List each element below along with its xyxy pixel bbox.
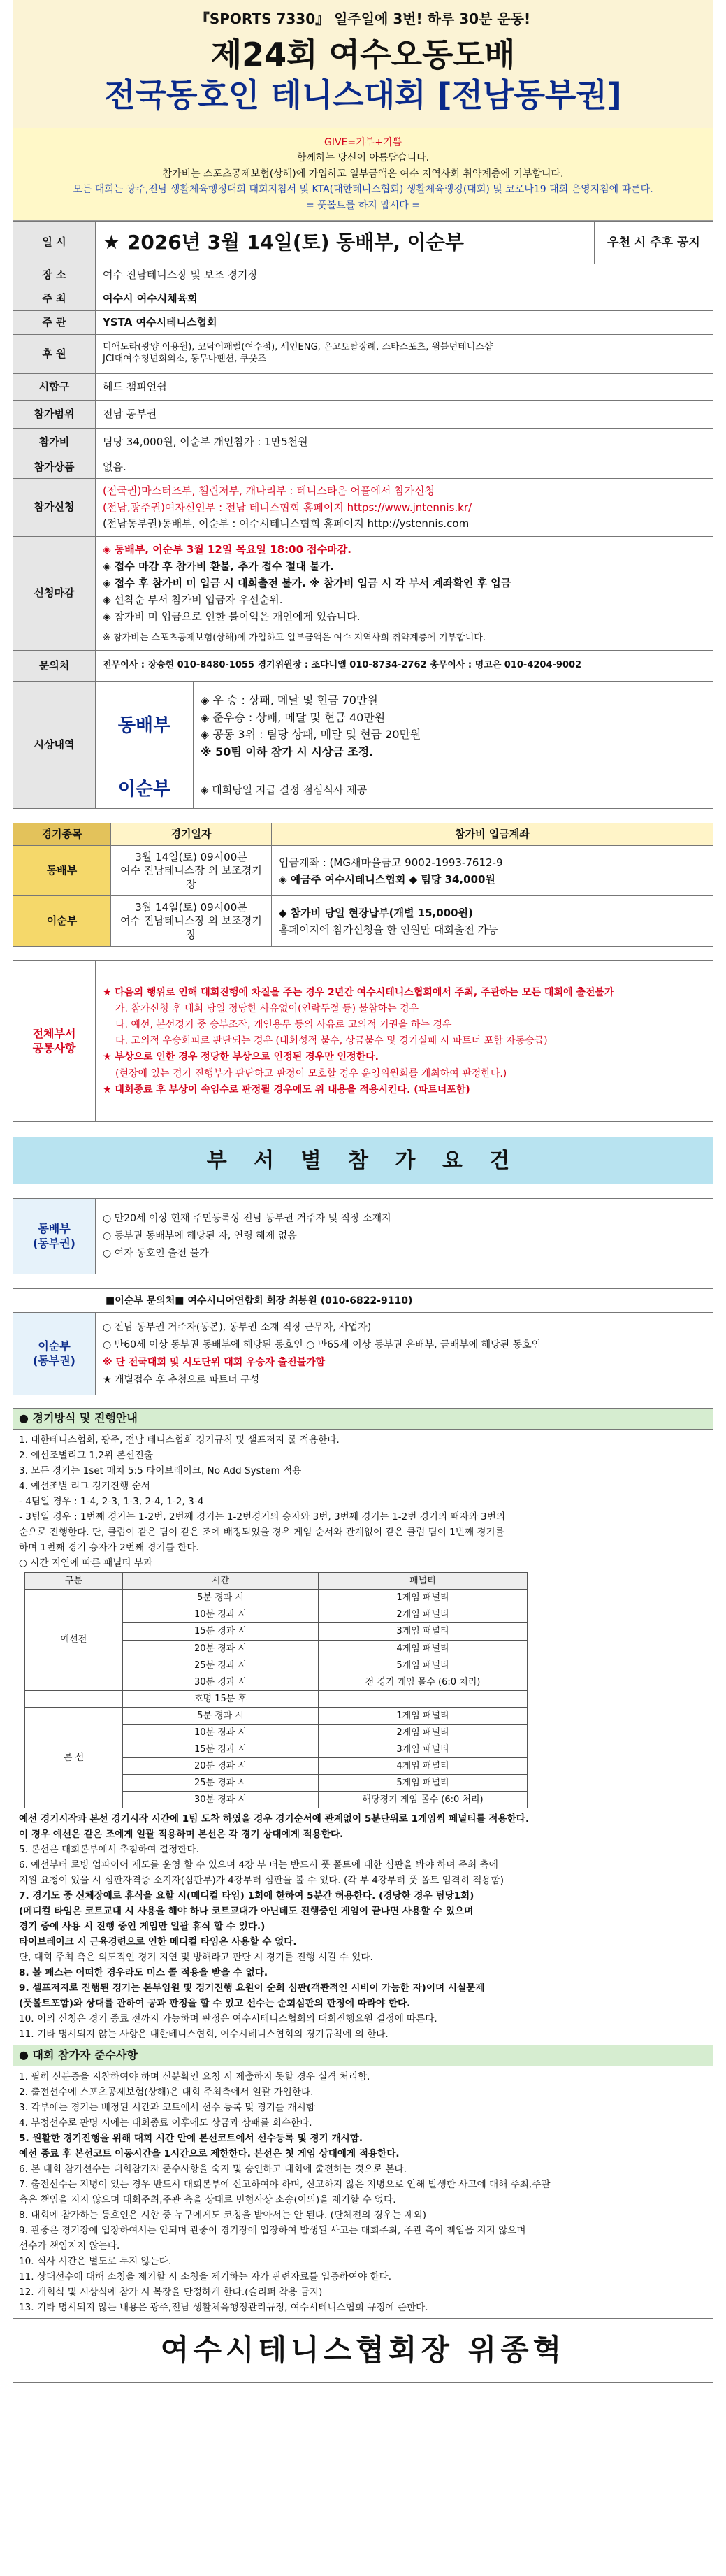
apply-line[interactable]: (전남동부권)동배부, 이순부 : 여수시테니스협회 홈페이지 http://ystennis.com — [103, 517, 470, 530]
schedule-header: 참가비 입금계좌 — [272, 823, 713, 846]
requirements-banner: 부 서 별 참 가 요 건 — [13, 1137, 713, 1184]
deadline-line: ◈ 동배부, 이순부 3월 12일 목요일 18:00 접수마감. — [103, 543, 351, 556]
penalty-cell: 1게임 패널티 — [319, 1590, 528, 1606]
prize-value: 없음. — [96, 456, 713, 479]
penalty-row — [25, 1590, 528, 1606]
req-line: ○ 여자 동호인 출전 불가 — [103, 1248, 209, 1260]
rule-line: 예선 경기시작과 본선 경기시작 시간에 1팀 도착 하였을 경우 경기순서에 관계없이 5분단위로 1게임씩 페널티를 적용한다. — [19, 1813, 530, 1825]
rule-line: 7. 출전선수는 지병이 있는 경우 반드시 대회본부에 신고하여야 하며, 신고하지 않은 지병으로 인해 발생한 사고에 대해 주최,주관 — [19, 2179, 551, 2191]
title-main: 제24회 여수오동도배 — [210, 36, 516, 73]
rule-line: 11. 상대선수에 대해 소청을 제기할 시 소청을 제기하는 자가 관련자료를 입증하여야 한다. — [19, 2271, 392, 2283]
fee-label: 참가비 — [13, 428, 96, 456]
rule-line: 7. 경기도 중 신체장애로 휴식을 요할 시(메디컬 타임) 1회에 한하여 5분간 허용한다. (경당한 경우 팀당1회) — [19, 1890, 474, 1902]
rules-heading: ● 대회 참가자 준수사항 — [13, 2045, 713, 2066]
header — [13, 0, 713, 128]
penalty-cell: 30분 경과 시 — [123, 1674, 319, 1690]
award-table — [13, 681, 713, 809]
footer-signature: 여수시테니스협회장 위종혁 — [13, 2319, 713, 2383]
rule-line: ○ 시간 지연에 따른 패널티 부과 — [19, 1557, 153, 1569]
schedule-account: 홈페이지에 참가신청을 한 인원만 대회출전 가능 — [279, 923, 498, 936]
award-line: ◈ 우 승 : 상패, 메달 및 현금 70만원 — [201, 693, 378, 707]
penalty-cell: 전 경기 게임 몰수 (6:0 처리) — [319, 1674, 528, 1690]
schedule-account: 입금계좌 : (MG새마을금고 9002-1993-7612-9 — [279, 856, 503, 869]
award-isun: 이순부 — [96, 772, 194, 808]
range-value: 전남 동부권 — [96, 400, 713, 428]
req-line: ○ 동부권 동배부에 해당된 자, 연령 해제 없음 — [103, 1230, 297, 1242]
req-isun-label: 이순부 (동부권) — [13, 1313, 96, 1395]
penalty-group: 본 선 — [25, 1707, 123, 1808]
penalty-cell: 1게임 패널티 — [319, 1707, 528, 1724]
req-line: ○ 만60세 이상 동부권 동배부에 해당된 동호인 ○ 만65세 이상 동부권 은배부, 금배부에 해당된 동호인 — [103, 1339, 542, 1351]
penalty-cell: 25분 경과 시 — [123, 1774, 319, 1791]
rule-line: 이 경우 예선은 같은 조에게 일괄 적용하며 본선은 각 경기 상대에게 적용한다. — [19, 1829, 344, 1840]
apply-line: (전국권)마스터즈부, 챌린저부, 개나리부 : 테니스타운 어플에서 참가신청 — [103, 484, 435, 498]
rules-body — [13, 2066, 713, 2319]
rule-line: 선수가 책임지지 않는다. — [19, 2240, 120, 2252]
date-value: ★ 2026년 3월 14일(토) 동배부, 이순부 — [96, 221, 595, 264]
contact-value: 전무이사 : 장승현 010-8480-1055 경기위원장 : 조다니엘 010-8734-2762 총무이사 : 명고은 010-4204-9002 — [96, 650, 713, 681]
rule-line: 타이브레이크 시 근육경련으로 인한 메디컬 타임은 사용할 수 없다. — [19, 1936, 297, 1948]
award-label: 시상내역 — [13, 681, 96, 808]
schedule-header: 경기일자 — [111, 823, 272, 846]
notice-line: ★ 다음의 행위로 인해 대회진행에 차질을 주는 경우 2년간 여수시테니스협회에서 주최, 주관하는 모든 대회에 출전불가 — [103, 987, 614, 999]
isun-req-table — [13, 1288, 713, 1395]
notice-line: 나. 예선, 본선경기 중 승부조작, 개인용무 등의 사유로 고의적 기권을 하는 경우 — [115, 1019, 452, 1031]
contact-label: 문의처 — [13, 650, 96, 681]
award-line: ※ 50팀 이하 참가 시 시상금 조정. — [201, 745, 374, 759]
rule-line: 순으로 진행한다. 단, 클럽이 같은 팀이 같은 조에 배정되었을 경우 게임 순서와 관계없이 같은 클럽 팀이 1번째 경기를 — [19, 1527, 504, 1539]
place-label: 장 소 — [13, 264, 96, 287]
deadline-label: 신청마감 — [13, 537, 96, 651]
pen-head: 패널티 — [319, 1573, 528, 1590]
penalty-cell: 5분 경과 시 — [123, 1707, 319, 1724]
penalty-table — [24, 1572, 528, 1808]
sponsor-line: 디애도라(광양 이용원), 코닥어패럴(여수점), 세인ENG, 온고토탈장례, 스타스포츠, 윔블던테니스샵 — [103, 342, 493, 353]
organizer-value: YSTA 여수시테니스협회 — [96, 310, 713, 334]
deadline-line: ◈ 접수 후 참가비 미 입금 시 대회출전 불가. ※ 참가비 입금 시 각 부서 계좌확인 후 입금 — [103, 577, 511, 590]
penalty-prelim — [25, 1590, 528, 1690]
rule-line: 4. 예선조별 리그 경기진행 순서 — [19, 1481, 150, 1492]
apply-line[interactable]: (전남,광주권)여자신인부 : 전남 테니스협회 홈페이지 https://www.jntennis.kr/ — [103, 501, 472, 514]
host-label: 주 최 — [13, 287, 96, 310]
rule-line: 13. 기타 명시되지 않는 내용은 광주,전남 생활체육행정관리규정, 여수시테니스협회 규정에 준한다. — [19, 2302, 428, 2314]
penalty-cell: 20분 경과 시 — [123, 1757, 319, 1774]
rule-line: 11. 기타 명시되지 않는 사항은 대한테니스협회, 여수시테니스협회의 경기규칙에 의 한다. — [19, 2029, 389, 2041]
ball-value: 헤드 챔피언쉽 — [96, 373, 713, 400]
rule-line: 지원 요청이 있을 시 심판자격증 소지자(심판부)가 4강부터 심판을 볼 수 있다. (각 부 4강부터 풋 폴트 엄격히 적용함) — [19, 1875, 504, 1887]
pen-head: 시간 — [123, 1573, 319, 1590]
penalty-cell: 10분 경과 시 — [123, 1606, 319, 1623]
pen-head: 구분 — [25, 1573, 123, 1590]
rule-line: 2. 출전선수에 스포츠공제보험(상해)은 대회 주최측에서 일괄 가입한다. — [19, 2087, 314, 2099]
penalty-cell: 3게임 패널티 — [319, 1623, 528, 1640]
rule-line: (메디컬 타임은 코트교대 시 사용을 해야 하나 코트교대가 아닌데도 진행중인 게임이 끝나면 사용할 수 있으며 — [19, 1906, 474, 1917]
penalty-cell: 30분 경과 시 — [123, 1791, 319, 1808]
deadline-line: ◈ 참가비 미 입금으로 인한 불이익은 개인에게 있습니다. — [103, 610, 361, 624]
award-line: ◈ 대회당일 지급 결정 점심식사 제공 — [194, 772, 713, 808]
penalty-cell: 25분 경과 시 — [123, 1657, 319, 1674]
rule-line: 단, 대회 주최 측은 의도적인 경기 지연 및 방해라고 판단 시 경기를 진행 시킬 수 있다. — [19, 1952, 373, 1964]
req-line: ○ 전남 동부권 거주자(동본), 동부권 소재 직장 근무자, 사업자) — [103, 1321, 372, 1333]
organizer-label: 주 관 — [13, 310, 96, 334]
rule-line: 12. 개회식 및 시상식에 참가 시 복장을 단정하게 한다.(슬리퍼 착용 금지) — [19, 2287, 323, 2298]
schedule-account: ◈ 예금주 여수시테니스협회 ◆ 팀당 34,000원 — [279, 872, 495, 886]
rule-line: 3. 각부에는 경기는 배정된 시간과 코트에서 선수 등록 및 경기를 개시함 — [19, 2102, 315, 2114]
rule-line: 예선 종료 후 본선코트 이동시간을 1시간으로 제한한다. 본선은 첫 게임 상대에게 적용한다. — [19, 2148, 400, 2160]
rule-line: 10. 식사 시간은 별도로 두지 않는다. — [19, 2256, 172, 2268]
pen-call: 호명 15분 후 — [123, 1690, 319, 1707]
sponsor-label: 후 원 — [13, 334, 96, 373]
apply-label: 참가신청 — [13, 479, 96, 537]
rule-line: 측은 책임을 지지 않으며 대회주최,주관 측을 상대로 민형사상 소송(이의)을 제기할 수 없다. — [19, 2194, 396, 2206]
rule-line: 2. 예선조별리그 1,2위 본선진출 — [19, 1450, 153, 1462]
rule-line: 5. 원활한 경기진행을 위해 대회 시간 안에 본선코트에서 선수등록 및 경기 개시함. — [19, 2133, 363, 2145]
schedule-place: 여수 진남테니스장 외 보조경기장 — [120, 914, 262, 941]
date-label: 일 시 — [13, 221, 96, 264]
rules-heading: ● 경기방식 및 진행안내 — [13, 1408, 713, 1430]
rule-line: 5. 본선은 대회본부에서 추첨하여 결정한다. — [19, 1844, 199, 1856]
info-table — [13, 221, 713, 682]
deadline-line: ※ 참가비는 스포츠공제보험(상해)에 가입하고 일부금액은 여수 지역사회 취약계층에 기부합니다. — [103, 628, 706, 646]
award-line: ◈ 준우승 : 상패, 메달 및 현금 40만원 — [201, 710, 386, 724]
title-sub: 전국동호인 테니스대회 [전남동부권] — [104, 75, 622, 114]
rules-section — [13, 1408, 713, 2319]
give-line: = 풋볼트를 하지 맙시다 = — [306, 199, 420, 211]
penalty-group: 예선전 — [25, 1590, 123, 1690]
rules-body — [13, 1430, 713, 2045]
deadline-line: ◈ 접수 마감 후 참가비 환불, 추가 접수 절대 불가. — [103, 560, 334, 573]
rule-line: (풋볼트포함)와 상대를 관하여 공과 판정을 할 수 있고 선수는 순회심판의 판정에 따라야 한다. — [19, 1998, 411, 2010]
notice-line: 가. 참가신청 후 대회 당일 정당한 사유없이(연락두절 등) 불참하는 경우 — [115, 1003, 419, 1015]
schedule-table — [13, 823, 713, 947]
sponsor-line: JCI대여수청년회의소, 동무나펜션, 쿠웃즈 — [103, 354, 267, 365]
schedule-date: 3월 14일(토) 09시00분 — [135, 900, 247, 914]
penalty-cell: 5게임 패널티 — [319, 1774, 528, 1791]
slogan: 『SPORTS 7330』 일주일에 3번! 하루 30분 운동! — [195, 10, 531, 27]
schedule-header: 경기종목 — [13, 823, 111, 846]
schedule-event: 이순부 — [13, 896, 111, 947]
award-dongbae: 동배부 — [96, 681, 194, 772]
notice-line: (현장에 있는 경기 진행부가 판단하고 판정이 모호할 경우 운영위원회를 개최하여 판정한다.) — [115, 1067, 507, 1079]
schedule-account: ◆ 참가비 당일 현장납부(개별 15,000원) — [279, 906, 473, 919]
rain-note: 우천 시 추후 공지 — [595, 221, 713, 264]
req-line: ※ 단 전국대회 및 시도단위 대회 우승자 출전불가함 — [103, 1356, 326, 1368]
penalty-cell: 10분 경과 시 — [123, 1724, 319, 1741]
penalty-cell: 3게임 패널티 — [319, 1741, 528, 1757]
penalty-cell: 4게임 패널티 — [319, 1640, 528, 1657]
rule-line: 3. 모든 경기는 1set 매치 5:5 타이브레이크, No Add System 적용 — [19, 1465, 302, 1477]
schedule-event: 동배부 — [13, 846, 111, 896]
req-line: ★ 개별접수 후 추첨으로 파트너 구성 — [103, 1374, 260, 1386]
rule-line: 8. 볼 패스는 어떠한 경우라도 미스 콜 적용을 받을 수 없다. — [19, 1967, 268, 1979]
schedule-place: 여수 진남테니스장 외 보조경기장 — [120, 864, 262, 891]
rule-line: - 4팀일 경우 : 1-4, 2-3, 1-3, 2-4, 1-2, 3-4 — [19, 1496, 204, 1508]
requirements-table — [13, 1198, 713, 1274]
penalty-row — [25, 1707, 528, 1724]
pen-blank — [25, 1690, 123, 1707]
penalty-cell: 2게임 패널티 — [319, 1606, 528, 1623]
req-dongbae-label: 동배부 (동부권) — [13, 1199, 96, 1274]
penalty-cell: 15분 경과 시 — [123, 1623, 319, 1640]
notice-line: ★ 대회종료 후 부상이 속임수로 판정될 경우에도 위 내용을 적용시킨다. (파트너포함) — [103, 1084, 470, 1095]
place-value: 여수 진남테니스장 및 보조 경기장 — [96, 264, 713, 287]
penalty-cell: 20분 경과 시 — [123, 1640, 319, 1657]
isun-contact: ■이순부 문의처■ 여수시니어연합회 회장 최봉원 (010-6822-9110) — [13, 1289, 713, 1313]
give-line: 모든 대회는 광주,전남 생활체육행정대회 대회지침서 및 KTA(대한테니스협회) 생활체육랭킹(대회) 및 코로나19 대회 운영지침에 따른다. — [73, 184, 653, 196]
give-line: 함께하는 당신이 아름답습니다. — [296, 152, 430, 164]
penalty-cell: 4게임 패널티 — [319, 1757, 528, 1774]
req-line: ○ 만20세 이상 현재 주민등록상 전남 동부권 거주자 및 직장 소재지 — [103, 1213, 391, 1225]
penalty-cell: 15분 경과 시 — [123, 1741, 319, 1757]
penalty-cell: 2게임 패널티 — [319, 1724, 528, 1741]
host-value: 여수시 여수시체육회 — [96, 287, 713, 310]
rule-line: 6. 예선부터 로빙 업파이어 제도를 운영 할 수 있으며 4강 부 터는 반드시 풋 폴트에 대한 심판을 봐야 하며 주최 측에 — [19, 1859, 498, 1871]
notice-line: ★ 부상으로 인한 경우 정당한 부상으로 인정된 경우만 인정한다. — [103, 1051, 379, 1063]
notice-label: 전체부서 공통사항 — [13, 961, 96, 1122]
rule-line: 6. 본 대회 참가선수는 대회참가자 준수사항을 숙지 및 승인하고 대회에 출전하는 것으로 본다. — [19, 2164, 407, 2175]
give-box — [13, 128, 713, 221]
rule-line: 10. 이의 신청은 경기 종료 전까지 가능하며 판정은 여수시테니스협회의 대회진행요원 결정에 따른다. — [19, 2013, 437, 2025]
range-label: 참가범위 — [13, 400, 96, 428]
rule-line: 9. 관중은 경기장에 입장하여서는 안되며 관중이 경기장에 입장하여 발생된 사고는 대회주최, 주관 측이 책임을 지지 않으며 — [19, 2225, 526, 2237]
fee-value: 팀당 34,000원, 이순부 개인참가 : 1만5천원 — [96, 428, 713, 456]
penalty-cell: 5분 경과 시 — [123, 1590, 319, 1606]
pen-blank — [319, 1690, 528, 1707]
schedule-date: 3월 14일(토) 09시00분 — [135, 850, 247, 863]
penalty-cell: 해당경기 게임 몰수 (6:0 처리) — [319, 1791, 528, 1808]
deadline-line: ◈ 선착순 부서 참가비 입금자 우선순위. — [103, 593, 283, 607]
rule-line: 9. 셀프저지로 진행된 경기는 본부임원 및 경기진행 요원이 순회 심판(객관적인 시비이 가능한 자)이며 시실문제 — [19, 1983, 485, 1994]
rule-line: 경기 중에 사용 시 진행 중인 게임만 일괄 휴식 할 수 있다.) — [19, 1921, 266, 1933]
rule-line: 1. 필히 신분증을 지참하여야 하며 신분확인 요청 시 제출하지 못할 경우 실격 처리함. — [19, 2071, 370, 2083]
rule-line: 4. 부정선수로 판명 시에는 대회종료 이후에도 상금과 상패를 회수한다. — [19, 2117, 312, 2129]
rule-line: 1. 대한테니스협회, 광주, 전남 테니스협회 경기규칙 및 샐프저지 룰 적용한다. — [19, 1434, 340, 1446]
give-title: GIVE=기부+기쁨 — [324, 137, 402, 148]
give-line: 참가비는 스포츠공제보험(상해)에 가입하고 일부금액은 여수 지역사회 취약계층에 기부합니다. — [162, 168, 564, 180]
notice-line: 다. 고의적 우승회피로 판단되는 경우 (대회성적 불수, 상금불수 및 경기실패 시 파트너 포함 자동승급) — [115, 1035, 548, 1047]
penalty-cell: 5게임 패널티 — [319, 1657, 528, 1674]
rule-line: 하며 1번째 경기 승자가 2번째 경기를 한다. — [19, 1542, 199, 1554]
rule-line: 8. 대회에 참가하는 동호인은 시합 중 누구에게도 코칭을 받아서는 안 된다. (단체전의 경우는 제외) — [19, 2210, 427, 2222]
prize-label: 참가상품 — [13, 456, 96, 479]
award-line: ◈ 공동 3위 : 팀당 상패, 메달 및 현금 20만원 — [201, 728, 421, 742]
penalty-main — [25, 1707, 528, 1808]
notice-table — [13, 960, 713, 1122]
rule-line: - 3팀일 경우 : 1번째 경기는 1-2번, 2번째 경기는 1-2번경기의 승자와 3번, 3번째 경기는 1-2번 경기의 패자와 3번의 — [19, 1511, 505, 1523]
ball-label: 시합구 — [13, 373, 96, 400]
